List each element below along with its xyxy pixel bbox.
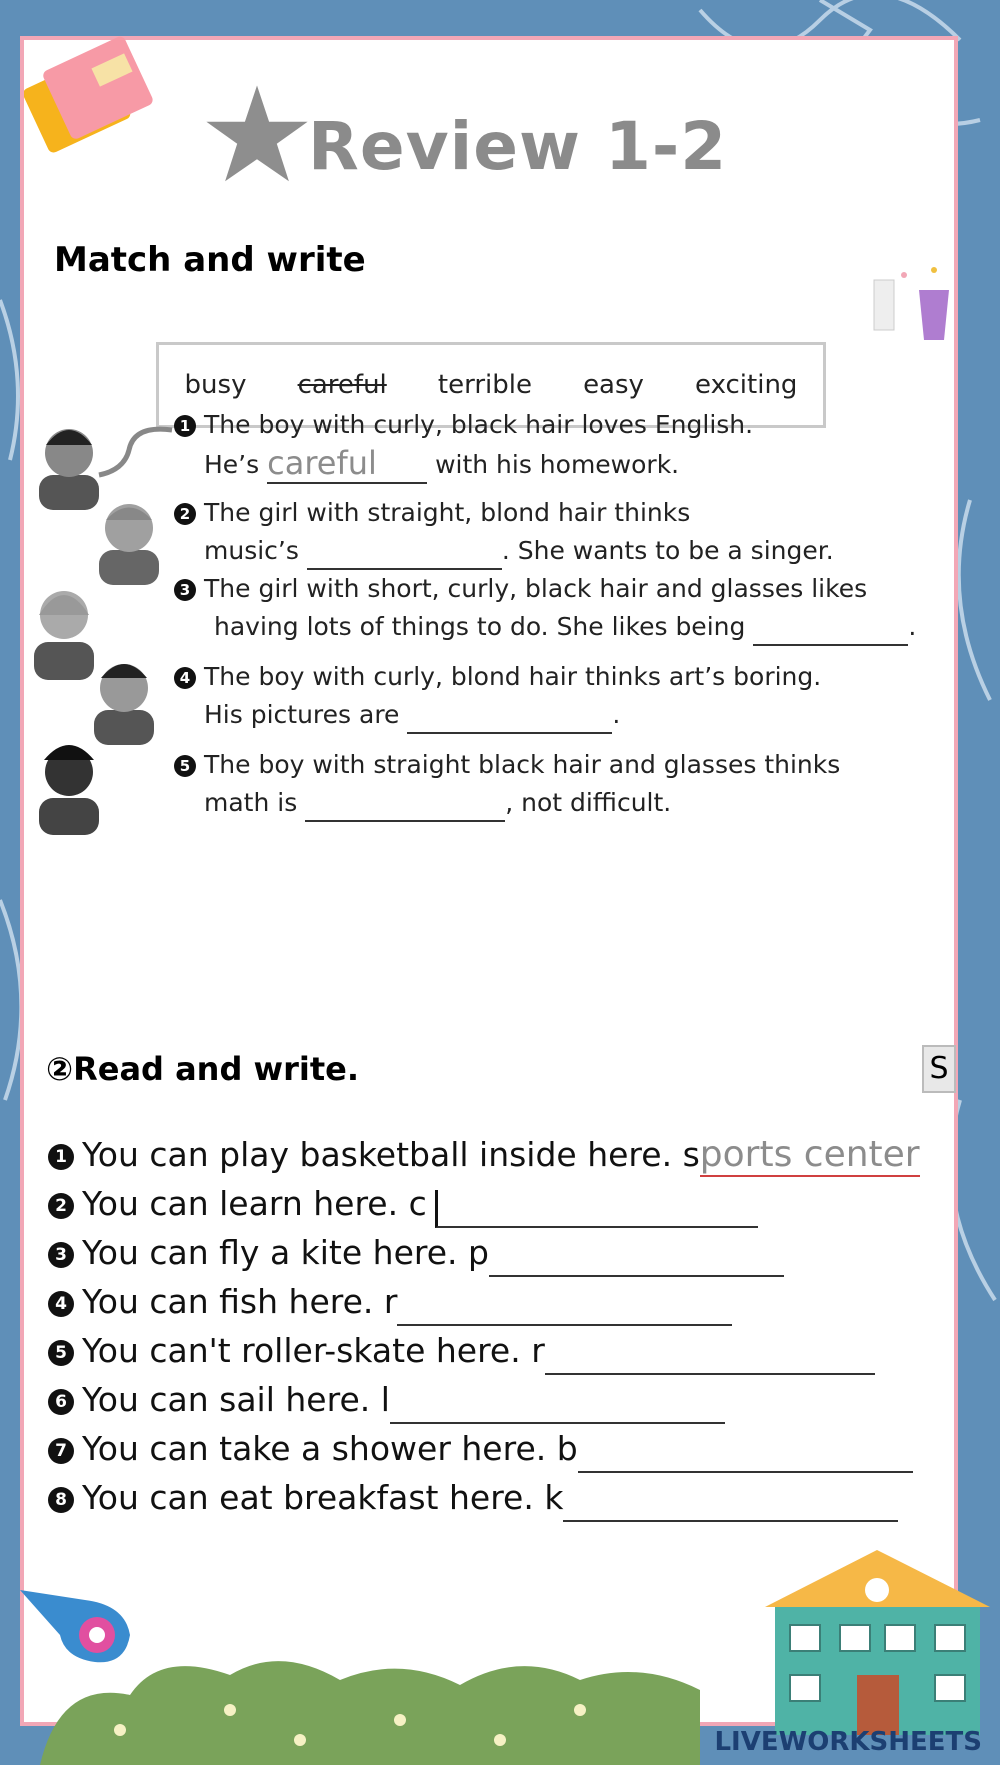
answer-field[interactable] xyxy=(307,540,502,570)
worksheet-page xyxy=(20,36,958,1726)
question-5 xyxy=(174,746,954,822)
notebook-icon xyxy=(24,30,164,160)
question-number: 5 xyxy=(48,1340,74,1366)
page-title: Review 1-2 xyxy=(308,108,728,185)
read-question-8 xyxy=(48,1473,948,1522)
read-question-4 xyxy=(48,1277,948,1326)
question-text: having lots of things to do. She likes being xyxy=(214,612,746,641)
starting-letter: c xyxy=(408,1184,427,1223)
question-3 xyxy=(174,570,954,646)
read-question-5 xyxy=(48,1326,948,1375)
girl-avatar xyxy=(94,490,164,585)
question-number: 8 xyxy=(48,1487,74,1513)
question-number: 3 xyxy=(48,1242,74,1268)
read-question-2 xyxy=(48,1179,948,1228)
starting-letter: s xyxy=(682,1135,700,1174)
starting-letter: k xyxy=(544,1478,564,1517)
answer-field[interactable] xyxy=(305,792,505,822)
word-bank-item: exciting xyxy=(695,370,798,400)
section2-questions xyxy=(48,1130,948,1522)
lab-equipment-icon xyxy=(864,260,964,350)
footer-brand[interactable]: LIVEWORKSHEETS xyxy=(714,1727,982,1757)
question-number: 4 xyxy=(174,667,196,689)
word-bank-item: easy xyxy=(583,370,644,400)
starting-letter: r xyxy=(531,1331,545,1370)
question-number: 1 xyxy=(48,1144,74,1170)
question-text: music’s xyxy=(204,536,299,565)
answer-field[interactable] xyxy=(545,1337,875,1375)
section2-heading xyxy=(46,1050,359,1088)
section1-questions xyxy=(174,406,954,822)
starting-letter: l xyxy=(380,1380,390,1419)
word-bank-item: terrible xyxy=(437,370,532,400)
answer-field[interactable]: ports center xyxy=(699,1134,920,1175)
question-text: You can eat breakfast here. xyxy=(82,1478,534,1517)
question-text: You can learn here. xyxy=(82,1184,399,1223)
question-text: You can't roller-skate here. xyxy=(82,1331,521,1370)
star-icon xyxy=(202,80,312,190)
answer-field[interactable] xyxy=(489,1239,784,1277)
read-question-3 xyxy=(48,1228,948,1277)
read-question-7 xyxy=(48,1424,948,1473)
question-text: The girl with straight, blond hair thinks xyxy=(204,498,691,527)
answer-field[interactable] xyxy=(397,1288,732,1326)
starting-letter: b xyxy=(556,1429,578,1468)
starting-letter: p xyxy=(468,1233,489,1272)
answer-field[interactable] xyxy=(435,1190,758,1228)
question-text: You can take a shower here. xyxy=(82,1429,547,1468)
answer-field[interactable] xyxy=(390,1386,725,1424)
answer-field[interactable]: careful xyxy=(267,444,427,484)
question-text: . xyxy=(908,612,917,641)
question-text: You can fly a kite here. xyxy=(82,1233,458,1272)
question-number: 6 xyxy=(48,1389,74,1415)
question-text: The boy with curly, blond hair thinks art’s boring. xyxy=(204,662,822,691)
question-1 xyxy=(174,406,954,484)
question-4 xyxy=(174,658,954,734)
question-text: The boy with straight black hair and glasses thinks xyxy=(204,750,841,779)
question-number: 7 xyxy=(48,1438,74,1464)
match-line xyxy=(94,420,174,480)
section-number: ② xyxy=(46,1050,74,1088)
question-number: 2 xyxy=(48,1193,74,1219)
question-text: He’s xyxy=(204,450,260,479)
boy-glasses-avatar xyxy=(34,730,104,835)
question-2 xyxy=(174,494,954,570)
question-text: math is xyxy=(204,788,298,817)
question-text: The girl with short, curly, black hair and glasses likes xyxy=(204,574,868,603)
read-question-6 xyxy=(48,1375,948,1424)
school-building-icon xyxy=(765,1545,990,1735)
question-number: 4 xyxy=(48,1291,74,1317)
word-bank-item: busy xyxy=(184,370,247,400)
answer-field[interactable] xyxy=(563,1484,898,1522)
word-bank-item-crossed: careful xyxy=(297,370,387,400)
answer-field[interactable] xyxy=(578,1435,913,1473)
question-text: , not difficult. xyxy=(505,788,672,817)
question-text: . She wants to be a singer. xyxy=(501,536,834,565)
question-text: . xyxy=(612,700,621,729)
question-number: 3 xyxy=(174,579,196,601)
question-text: You can sail here. xyxy=(82,1380,371,1419)
section2-heading-text: Read and write. xyxy=(73,1050,359,1088)
question-text: The boy with curly, black hair loves English. xyxy=(204,410,754,439)
answer-field[interactable] xyxy=(407,704,612,734)
answer-field[interactable] xyxy=(753,616,908,646)
question-number: 1 xyxy=(174,415,196,437)
section1-heading: Match and write xyxy=(54,240,366,280)
question-number: 5 xyxy=(174,755,196,777)
question-text: You can play basketball inside here. xyxy=(82,1135,673,1174)
question-text: You can fish here. xyxy=(82,1282,374,1321)
question-text: His pictures are xyxy=(204,700,400,729)
question-text: with his homework. xyxy=(435,450,680,479)
question-number: 2 xyxy=(174,503,196,525)
read-question-1 xyxy=(48,1130,948,1179)
starting-letter: r xyxy=(383,1282,398,1321)
side-tab[interactable]: S xyxy=(922,1045,956,1093)
